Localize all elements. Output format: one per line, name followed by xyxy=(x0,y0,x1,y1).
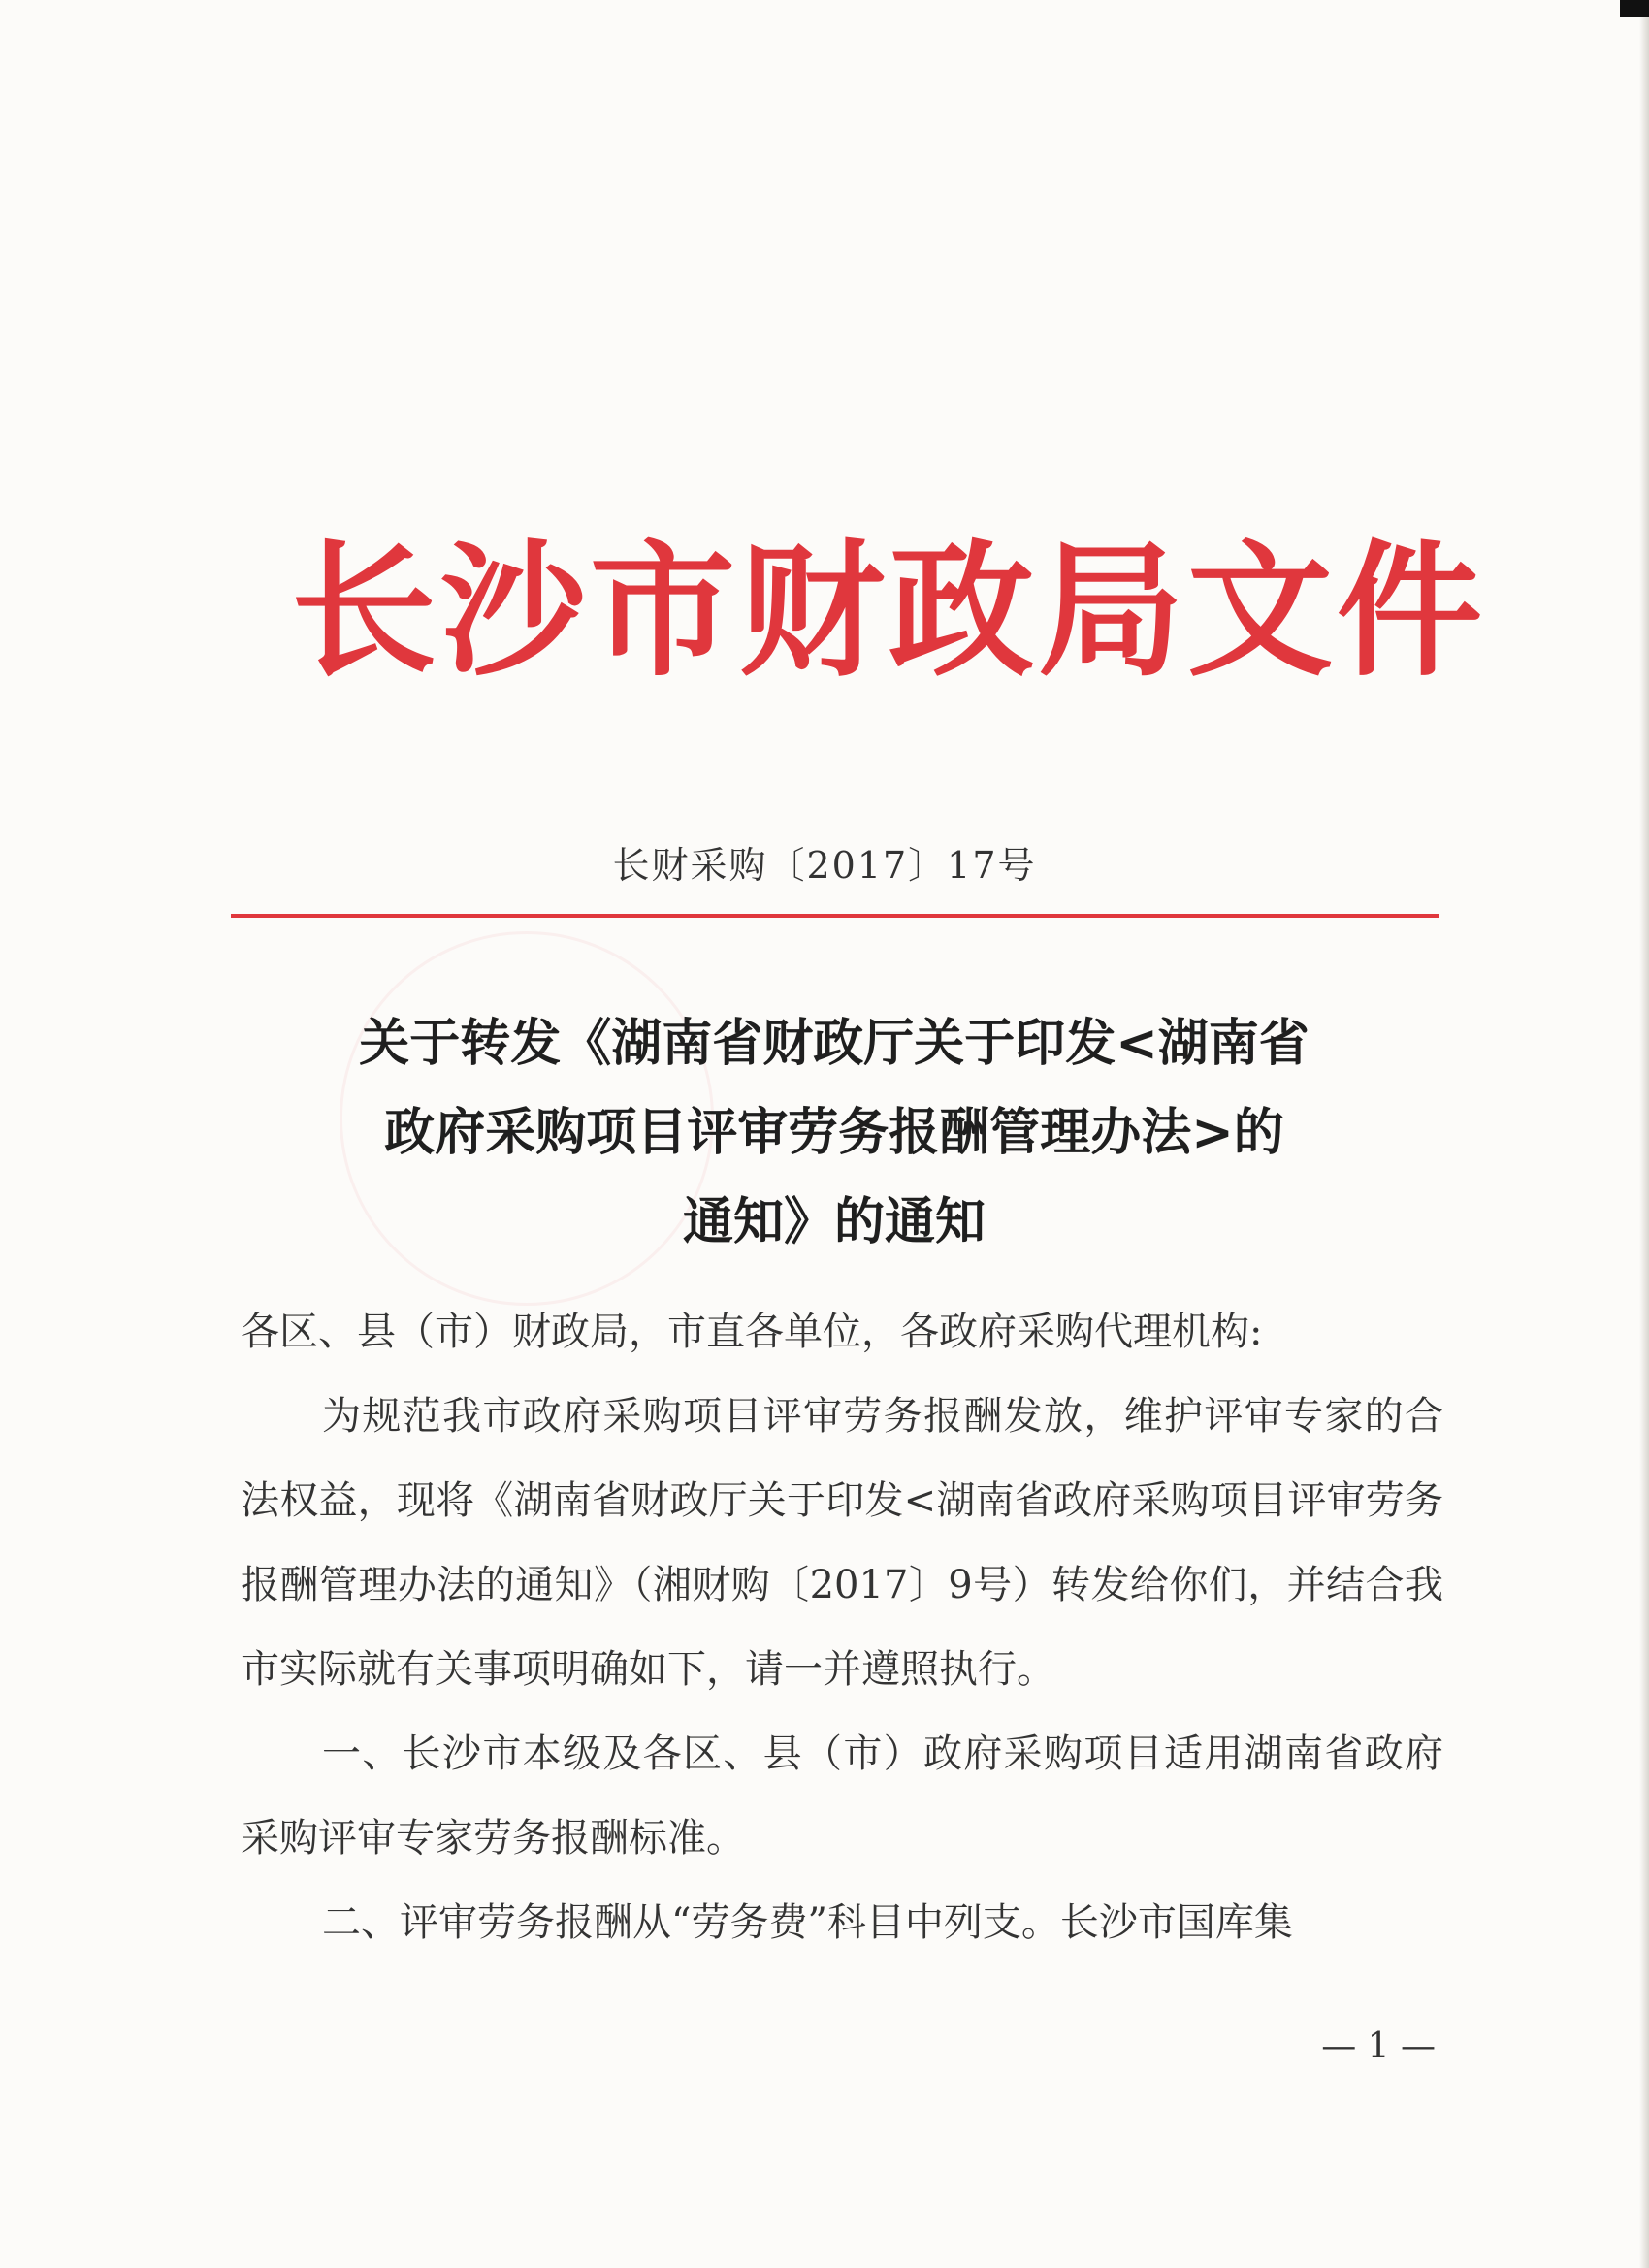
title-line-2: 政府采购项目评审劳务报酬管理办法>的 xyxy=(384,1104,1284,1162)
title-line-3: 通知》的通知 xyxy=(682,1193,986,1251)
body-paragraph-2: 一、长沙市本级及各区、县（市）政府采购项目适用湖南省政府采购评审专家劳务报酬标准。 xyxy=(241,1732,1443,1861)
salutation: 各区、县（市）财政局，市直各单位，各政府采购代理机构: xyxy=(241,1310,1263,1354)
masthead-red-rule xyxy=(231,914,1439,918)
title-line-1: 关于转发《湖南省财政厅关于印发<湖南省 xyxy=(359,1015,1310,1073)
body-paragraph-1: 为规范我市政府采购项目评审劳务报酬发放，维护评审专家的合法权益，现将《湖南省财政厅关于印发<湖南省政府采购项目评审劳务报酬管理办法的通知》（湘财购〔2017〕9号）转发给你们，并结合我市实际就有关事项明确如下，请一并遵照执行。 xyxy=(241,1394,1443,1692)
body-paragraph-3: 二、评审劳务报酬从“劳务费”科目中列支。长沙市国库集 xyxy=(322,1900,1293,1945)
scan-edge-shadow xyxy=(1639,0,1649,2268)
document-body xyxy=(241,1290,1443,1965)
scan-corner-mark xyxy=(1620,0,1649,17)
document-number: 长财采购〔2017〕17号 xyxy=(612,844,1037,887)
document-title xyxy=(233,999,1436,1267)
page-number: — 1 — xyxy=(1321,2026,1436,2066)
document-masthead: 长沙市财政局文件 xyxy=(291,526,1487,697)
